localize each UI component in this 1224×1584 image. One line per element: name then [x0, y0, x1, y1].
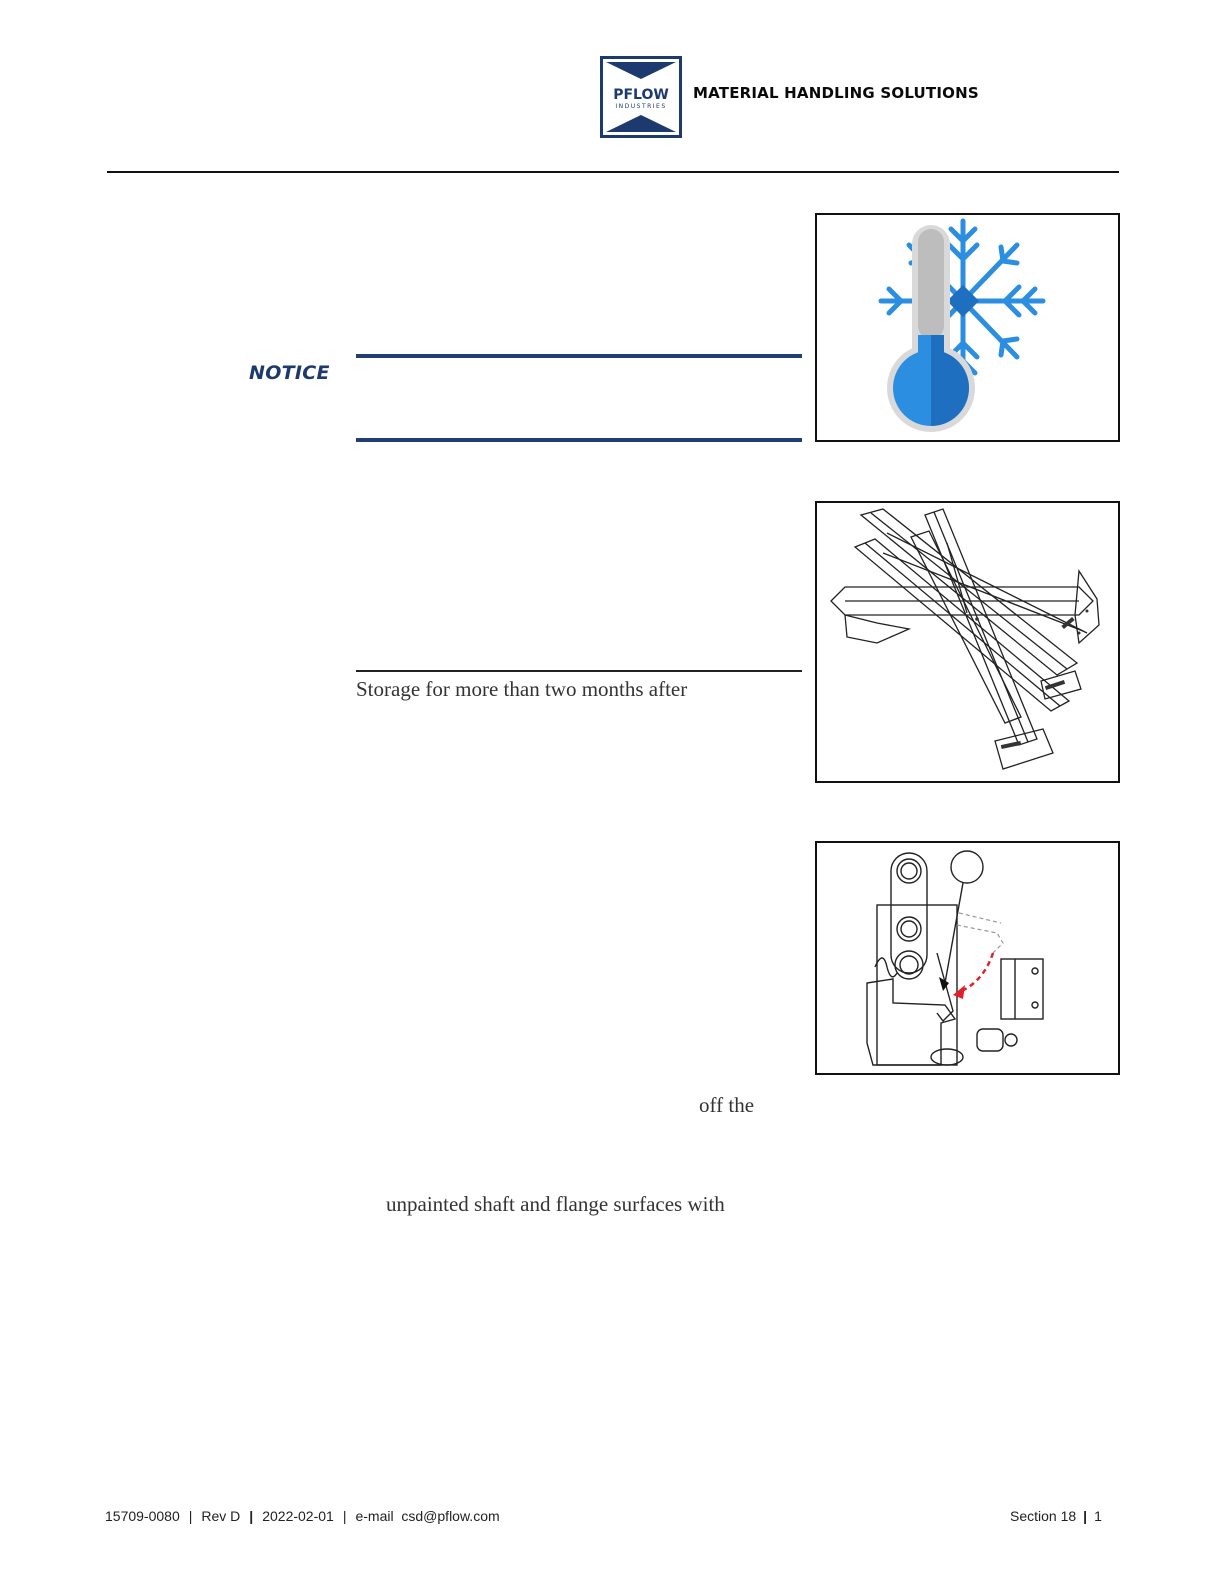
- email-link[interactable]: csd@pflow.com: [401, 1508, 500, 1524]
- brand-tagline: MATERIAL HANDLING SOLUTIONS: [693, 84, 979, 102]
- date: 2022-02-01: [262, 1508, 334, 1524]
- header-divider: [107, 171, 1119, 173]
- footer-right: Section 18 | 1: [1010, 1508, 1102, 1524]
- notice-label: NOTICE: [249, 362, 330, 384]
- cold-storage-figure: [815, 213, 1120, 442]
- stacked-rails-figure: [815, 501, 1120, 783]
- page-number: 1: [1094, 1508, 1102, 1524]
- doc-number: 15709-0080: [105, 1508, 180, 1524]
- footer-left: 15709-0080 | Rev D | 2022-02-01 | e-mail csd@pflow.com: [105, 1508, 500, 1524]
- revision: Rev D: [201, 1508, 241, 1524]
- carriage-latch-drawing: [817, 843, 1118, 1073]
- section-divider: [356, 670, 802, 672]
- email-label: e-mail: [355, 1508, 394, 1524]
- logo-emblem: [603, 59, 679, 135]
- stacked-rails-drawing: [817, 503, 1118, 781]
- section-label: Section 18: [1010, 1508, 1077, 1524]
- logo-sub-text: INDUSTRIES: [615, 103, 667, 110]
- logo-brand-text: PFLOW: [613, 87, 669, 103]
- carriage-latch-figure: [815, 841, 1120, 1075]
- off-the-fragment: off the: [699, 1093, 755, 1117]
- notice-top-rule: [356, 354, 802, 358]
- thermometer-snowflake-icon: [817, 215, 1118, 440]
- pflow-logo: [600, 56, 682, 138]
- unpainted-paragraph: unpainted shaft and flange surfaces with: [386, 1192, 725, 1216]
- notice-bottom-rule: [356, 438, 802, 442]
- storage-paragraph: Storage for more than two months after: [356, 677, 688, 701]
